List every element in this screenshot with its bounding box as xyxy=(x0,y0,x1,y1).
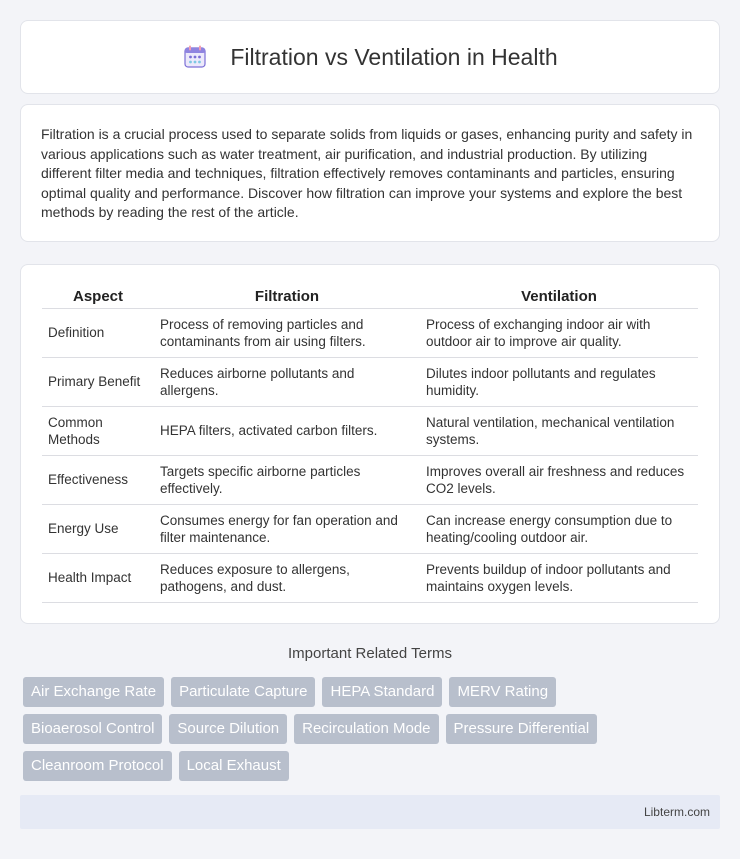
footer-brand-link[interactable]: Libterm.com xyxy=(643,805,710,819)
filtration-cell: Targets specific airborne particles effectively. xyxy=(154,455,420,504)
header-aspect: Aspect xyxy=(42,287,154,308)
term-tag[interactable]: Particulate Capture xyxy=(171,677,315,707)
filtration-cell: Process of removing particles and contaminants from air using filters. xyxy=(154,308,420,357)
calendar-grid-icon xyxy=(182,44,208,70)
term-tag[interactable]: Bioaerosol Control xyxy=(23,714,162,744)
term-tag[interactable]: Source Dilution xyxy=(169,714,287,744)
comparison-table-card xyxy=(20,264,720,624)
aspect-cell: Health Impact xyxy=(42,553,154,602)
term-row xyxy=(23,714,723,744)
intro-text: Filtration is a crucial process used to separate solids from liquids or gases, enhancing purity and safety in various applications such as water treatment, air purification, and industrial production. By utilizing different filter media and techniques, filtration effectively removes contaminants and particles, ensuring optimal quality and performance. Discover how filtration can improve your systems and explore the best methods by reading the rest of the article. xyxy=(41,126,693,220)
term-tag[interactable]: MERV Rating xyxy=(449,677,556,707)
term-tag[interactable]: Recirculation Mode xyxy=(294,714,438,744)
footer xyxy=(20,795,720,829)
table-row xyxy=(42,357,698,406)
ventilation-cell: Can increase energy consumption due to heating/cooling outdoor air. xyxy=(420,504,698,553)
term-tag[interactable]: HEPA Standard xyxy=(322,677,442,707)
intro-card xyxy=(20,104,720,242)
comparison-table xyxy=(42,287,698,603)
table-header-row xyxy=(42,287,698,308)
aspect-cell: Effectiveness xyxy=(42,455,154,504)
term-tag[interactable]: Air Exchange Rate xyxy=(23,677,164,707)
ventilation-cell: Improves overall air freshness and reduces CO2 levels. xyxy=(420,455,698,504)
ventilation-cell: Process of exchanging indoor air with outdoor air to improve air quality. xyxy=(420,308,698,357)
aspect-cell: Definition xyxy=(42,308,154,357)
ventilation-cell: Dilutes indoor pollutants and regulates humidity. xyxy=(420,357,698,406)
aspect-cell: Energy Use xyxy=(42,504,154,553)
term-row xyxy=(23,751,723,781)
related-terms-title: Important Related Terms xyxy=(288,645,452,662)
title-card xyxy=(20,20,720,94)
table-row xyxy=(42,308,698,357)
filtration-cell: Consumes energy for fan operation and filter maintenance. xyxy=(154,504,420,553)
table-row xyxy=(42,455,698,504)
filtration-cell: Reduces airborne pollutants and allergens. xyxy=(154,357,420,406)
related-terms xyxy=(23,677,723,788)
aspect-cell: Primary Benefit xyxy=(42,357,154,406)
header-ventilation: Ventilation xyxy=(420,287,698,308)
aspect-cell: Common Methods xyxy=(42,406,154,455)
ventilation-cell: Natural ventilation, mechanical ventilation systems. xyxy=(420,406,698,455)
ventilation-cell: Prevents buildup of indoor pollutants and maintains oxygen levels. xyxy=(420,553,698,602)
table-row xyxy=(42,406,698,455)
header-filtration: Filtration xyxy=(154,287,420,308)
term-row xyxy=(23,677,723,707)
term-tag[interactable]: Local Exhaust xyxy=(179,751,289,781)
term-tag[interactable]: Cleanroom Protocol xyxy=(23,751,172,781)
term-tag[interactable]: Pressure Differential xyxy=(446,714,598,744)
table-row xyxy=(42,504,698,553)
filtration-cell: HEPA filters, activated carbon filters. xyxy=(154,406,420,455)
page-title: Filtration vs Ventilation in Health xyxy=(230,43,558,70)
table-row xyxy=(42,553,698,602)
filtration-cell: Reduces exposure to allergens, pathogens, and dust. xyxy=(154,553,420,602)
